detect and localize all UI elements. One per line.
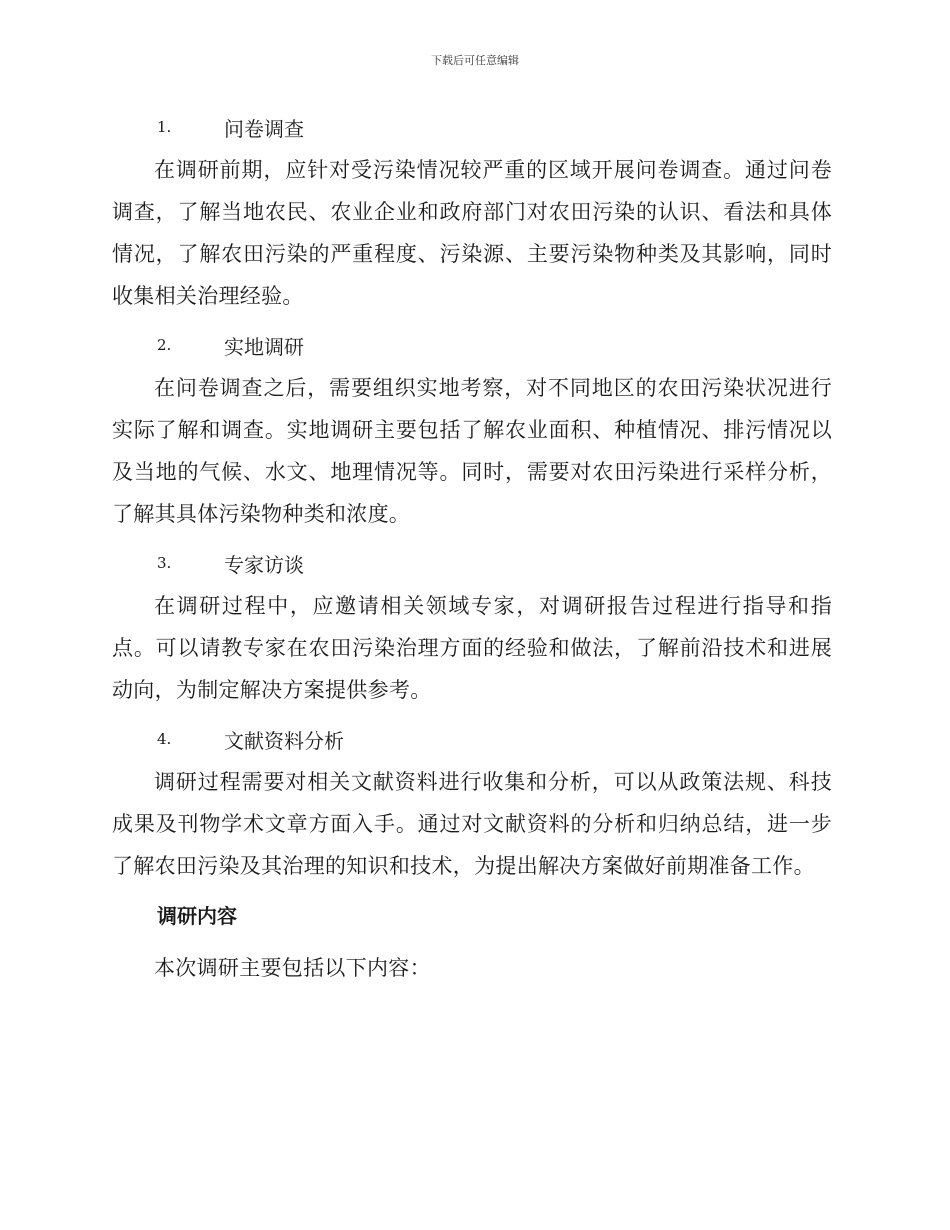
list-title: 实地调研 [224, 334, 304, 359]
document-body [112, 109, 832, 999]
list-number: 4. [157, 730, 172, 748]
list-title: 文献资料分析 [224, 728, 344, 753]
paragraph-literature-analysis: 调研过程需要对相关文献资料进行收集和分析，可以从政策法规、科技成果及刊物学术文章方面入手。通过对文献资料的分析和归纳总结，进一步了解农田污染及其治理的知识和技术，为提出解决方案做好前期准备工作。 [112, 770, 832, 878]
paragraph-research-intro: 本次调研主要包括以下内容： [154, 956, 431, 980]
page-header: 下载后可任意编辑 [431, 54, 519, 67]
list-number: 2. [157, 336, 172, 354]
list-title: 问卷调查 [224, 116, 304, 141]
section-title-research-content: 调研内容 [157, 904, 237, 928]
list-heading-2 [112, 327, 832, 363]
list-number: 1. [157, 118, 172, 136]
list-heading-3 [112, 545, 832, 581]
paragraph-questionnaire: 在调研前期，应针对受污染情况较严重的区域开展问卷调查。通过问卷调查，了解当地农民、农业企业和政府部门对农田污染的认识、看法和具体情况，了解农田污染的严重程度、污染源、主要污染物种类及其影响，同时收集相关治理经验。 [112, 158, 832, 308]
paragraph-field-research: 在问卷调查之后，需要组织实地考察，对不同地区的农田污染状况进行实际了解和调查。实地调研主要包括了解农业面积、种植情况、排污情况以及当地的气候、水文、地理情况等。同时，需要对农田污染进行采样分析，了解其具体污染物种类和浓度。 [112, 376, 832, 526]
list-title: 专家访谈 [224, 552, 304, 577]
list-number: 3. [157, 554, 172, 572]
paragraph-expert-interview: 在调研过程中，应邀请相关领域专家，对调研报告过程进行指导和指点。可以请教专家在农田污染治理方面的经验和做法，了解前沿技术和进展动向，为制定解决方案提供参考。 [112, 594, 832, 702]
list-heading-1 [112, 109, 832, 145]
list-heading-4 [112, 721, 832, 757]
